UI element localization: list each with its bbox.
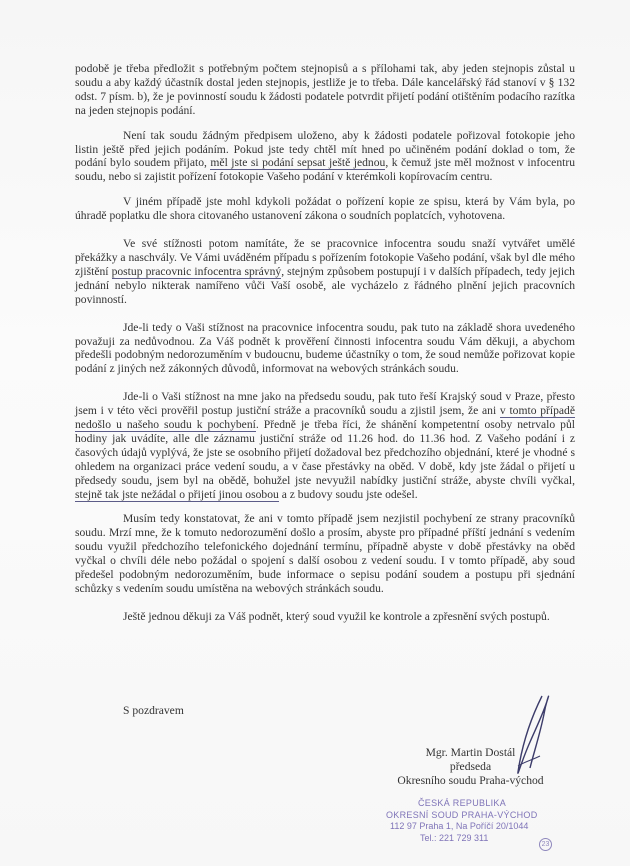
text-run: podobě je třeba předložit s potřebným počtem stejnopisů a s přílohami tak, aby jeden stejnopis zůstal u soudu a aby každý účastník dostal jeden stejnopis, jestliže je to třeba. Dále kancelářský řád stanoví v § 132 odst. 7 písm. b), že je povinností soudu k žádosti podatele potvrdit přijetí podání otištěním podacího razítka na jeden stejnopis podání.	[75, 62, 575, 117]
stamp-line-4: Tel.: 221 729 311	[420, 832, 489, 843]
text-run: a z budovy soudu jste odešel.	[278, 487, 418, 501]
paragraph-4	[75, 237, 575, 307]
paragraph-7	[75, 512, 575, 595]
paragraph-3	[75, 195, 575, 223]
text-run: Jde-li o Vaši stížnost na mne jako na předsedu soudu, pak tuto řeší Krajský soud v Praze, přesto jsem i v této věci prověřil postup justiční stráže a pracovníků soudu a zjistil jsem, že ani	[75, 390, 575, 418]
page-number: 23	[539, 838, 552, 851]
stamp-line-1: ČESKÁ REPUBLIKA	[418, 798, 507, 808]
stamp-line-3: 112 97 Praha 1, Na Poříčí 20/1044	[390, 821, 529, 831]
text-run: , k čemuž jste měl možnost v infocentru soudu, nebo si zajistit pořízení fotokopie Vašeho podání v kterémkoli kopírovacím centru.	[75, 156, 575, 184]
letter-body	[75, 62, 575, 624]
underlined-phrase: postup pracovnic infocentra správný	[111, 264, 282, 278]
text-run: Ještě jednou děkuji za Váš podnět, který soud využil ke kontrole a zpřesnění svých postupů.	[123, 609, 550, 623]
paragraph-5	[75, 321, 575, 377]
text-run: Jde-li tedy o Vaši stížnost na pracovnice infocentra soudu, pak tuto na základě shora uvedeného považuji za nedůvodnou. Za Váš podnět k prověření činnosti infocentra soudu Vám děkuji, a abychom předešli podobným nedorozuměním v budoucnu, budeme účastníky o tom, že soud nemůže pořizovat kopie podání z jiných než zákonných důvodů, informovat na webových stránkách soudu.	[75, 320, 575, 376]
paragraph-8	[75, 610, 575, 624]
text-run: Není tak soudu žádným předpisem uloženo, aby k žádosti podatele pořizoval fotokopie jeho listin ještě před jejich podáním. Pokud jste tedy chtěl mít hned po učiněném podání doklad o tom, že podání bylo soudem přijato,	[75, 128, 575, 170]
paragraph-2	[75, 129, 575, 185]
text-run: . Předně je třeba říci, že shánění kompetentní osoby netrvalo půl hodiny jak uvádíte, alle dle záznamu justiční stráže od 11.26 hod. do 11.36 hod. Z Vašeho podání i z časových údajů vyplývá, že jste se osobního přijetí dožadoval bez předchozího objednání, které je vhodné s ohledem na organizaci práce vedení soudu, a v čase přestávky na oběd. V době, kdy jste žádal o přijetí u předsedy soudu, jsem byl na obědě, bohužel jste nevyužil nabídky justiční stráže, abyste chvíli vyčkal,	[75, 418, 575, 487]
text-run: V jiném případě jste mohl kdykoli požádat o pořízení kopie ze spisu, která by Vám byla, po úhradě poplatku dle shora citovaného ustanovení zákona o soudních poplatcích, vyhotovena.	[75, 195, 575, 223]
paragraph-6	[75, 390, 575, 501]
underlined-phrase: stejně tak jste nežádal o přijetí jinou osobou	[75, 487, 279, 501]
underlined-phrase: měl jste si podání sepsat ještě jednou	[210, 156, 386, 170]
greeting: S pozdravem	[123, 704, 184, 717]
text-run: Musím tedy konstatovat, že ani v tomto případě jsem nezjistil pochybení ze strany pracovníků soudu. Mrzí mne, že k tomuto nedorozumění došlo a prosím, abyste pro případné příští jednání s vedením soudu využil předchozího telefonického dojednání termínu, případně abyste v době přestávky na oběd vyčkal o chvíli déle nebo požádal o spojení s další osobou z vedení soudu. I v tomto případě, aby soud předešel podobným nedorozuměním, bude informace o sepisu podání soudem a postupu při sjednání schůzky s vedením soudu umístěna na webových stránkách soudu.	[75, 512, 575, 595]
underlined-phrase: v tomto případě nedošlo u našeho soudu k pochybení	[75, 404, 575, 432]
signatory-court: Okresního soudu Praha-východ	[397, 774, 544, 788]
signatory-role: předseda	[449, 760, 492, 774]
paragraph-1	[75, 62, 575, 118]
text-run: , stejným způsobem postupují i v dalších případech, tedy jejich jednání nebylo nikterak namířeno vůči Vaší osobě, ale vycházelo z řádného plnění jejich pracovních povinností.	[75, 264, 575, 306]
signatory-name: Mgr. Martin Dostál	[425, 746, 516, 759]
court-stamp	[386, 798, 586, 844]
stamp-line-2: OKRESNÍ SOUD PRAHA-VÝCHOD	[386, 809, 538, 820]
signature-block	[368, 746, 573, 789]
text-run: Ve své stížnosti potom namítáte, že se pracovnice infocentra soudu snaží vytvářet umělé překážky a naschvály. Ve Vámi uváděném případu s pořízením fotokopie Vašeho podání, však byl dle mého zjištění	[75, 237, 575, 278]
